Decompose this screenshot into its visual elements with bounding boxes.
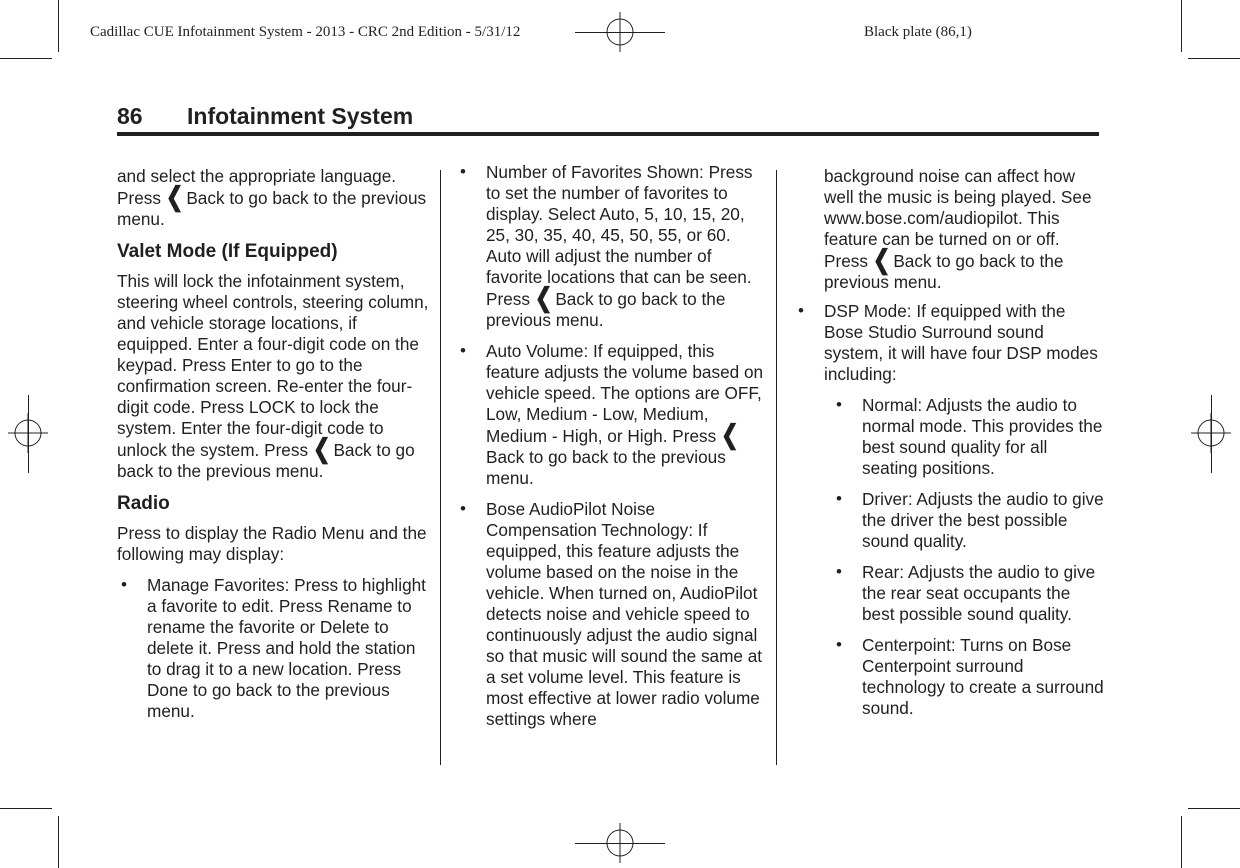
crop-mark-top-left-v: [58, 0, 59, 52]
list-item-auto-volume: • Auto Volume: If equipped, this feature adjusts the volume based on vehicle speed. The options are OFF, Low, Medium - Low, Medium, Medium - High, or High. Press ❮Back to go back to the previous menu.: [456, 341, 768, 489]
radio-paragraph: Press to display the Radio Menu and the following may display:: [117, 523, 427, 564]
crop-mark-bottom-right-h: [1188, 808, 1240, 809]
column-divider-1: [440, 170, 441, 765]
page-title: Infotainment System: [187, 103, 414, 129]
valet-mode-heading: Valet Mode (If Equipped): [117, 241, 338, 262]
back-chevron-icon: ❮: [312, 435, 331, 464]
list-item-favorites-shown: • Number of Favorites Shown: Press to set the number of favorites to display. Select Auto, 5, 10, 15, 20, 25, 30, 35, 40, 45, 50, 55, or 60. Auto will adjust the number of favorite locations that can be seen. Press ❮ Back to go back to the previous menu.: [456, 162, 768, 331]
list-item-rear: • Rear: Adjusts the audio to give the rear seat occupants the best possible sound quality.: [832, 562, 1106, 625]
list-item-driver: • Driver: Adjusts the audio to give the driver the best possible sound quality.: [832, 489, 1106, 552]
column-3: [794, 166, 1106, 729]
dsp-modes-list: [832, 395, 1106, 719]
radio-menu-list: [117, 575, 429, 722]
valet-mode-paragraph: This will lock the infotainment system, steering wheel controls, steering column, and vehicle storage locations, if equipped. Enter a four-digit code on the keypad. Press Enter to go to the confirmation screen. Re-enter the four-digit code. Press LOCK to lock the system. Enter the four-digit code to unlock the system. Press ❮ Back to go back to the previous menu.: [117, 271, 429, 481]
column-1: [117, 166, 429, 732]
crop-mark-top-left-h: [0, 58, 52, 59]
back-chevron-icon: ❮: [534, 284, 553, 313]
registration-line-bottom: [575, 843, 665, 844]
column-2: [456, 162, 768, 740]
header-rule: [117, 132, 1099, 136]
crop-mark-bottom-left-v: [58, 816, 59, 868]
column-divider-2: [776, 170, 777, 765]
radio-menu-list-cont: [456, 162, 768, 730]
crop-mark-bottom-right-v: [1181, 816, 1182, 868]
list-item-centerpoint: • Centerpoint: Turns on Bose Centerpoint surround technology to create a surround sound.: [832, 635, 1106, 719]
slug-right: Black plate (86,1): [864, 24, 972, 40]
radio-heading: Radio: [117, 493, 170, 514]
list-item-normal: • Normal: Adjusts the audio to normal mode. This provides the best sound quality for all seating positions.: [832, 395, 1106, 479]
intro-paragraph: and select the appropriate language. Press ❮ Back to go back to the previous menu.: [117, 166, 427, 229]
crop-mark-bottom-left-h: [0, 808, 52, 809]
back-chevron-icon: ❮: [720, 421, 739, 450]
page-number: 86: [117, 103, 143, 129]
registration-line-top: [575, 32, 665, 33]
list-item-manage-favorites: • Manage Favorites: Press to highlight a favorite to edit. Press Rename to rename the favorite or Delete to delete it. Press and hold the station to drag it to a new location. Press Done to go back to the previous menu.: [117, 575, 429, 722]
slug-left: Cadillac CUE Infotainment System - 2013 - CRC 2nd Edition - 5/31/12: [90, 24, 521, 40]
crop-mark-top-right-v: [1181, 0, 1182, 52]
audiopilot-continuation: background noise can affect how well the music is being played. See www.bose.com/audiopilot. This feature can be turned on or off. Press ❮ Back to go back to the previous menu.: [824, 166, 1092, 292]
back-chevron-icon: ❮: [872, 246, 891, 275]
registration-line-left: [28, 395, 29, 473]
list-item-dsp-mode: • DSP Mode: If equipped with the Bose Studio Surround sound system, it will have four DSP modes including: • Normal: Adjusts the audio to normal mode. This provides the best sound quality for all seating positions. • Driver: Adjusts the audio to give the driver the best possible sound quality. • Rear: Adjusts the audio to give the rear seat occupants the best possible sound quality. • Centerpoint: Turns on Bose Centerpoint surround technology to create a surround sound.: [794, 301, 1106, 719]
list-item-audiopilot: • Bose AudioPilot Noise Compensation Technology: If equipped, this feature adjusts the volume based on the noise in the vehicle. When turned on, AudioPilot detects noise and vehicle speed to continuously adjust the audio signal so that music will sound the same at a set volume level. This feature is most effective at lower radio volume settings where: [456, 499, 768, 730]
back-chevron-icon: ❮: [165, 183, 184, 212]
registration-line-right: [1211, 395, 1212, 473]
radio-menu-list-cont2: [794, 301, 1106, 719]
crop-mark-top-right-h: [1188, 58, 1240, 59]
